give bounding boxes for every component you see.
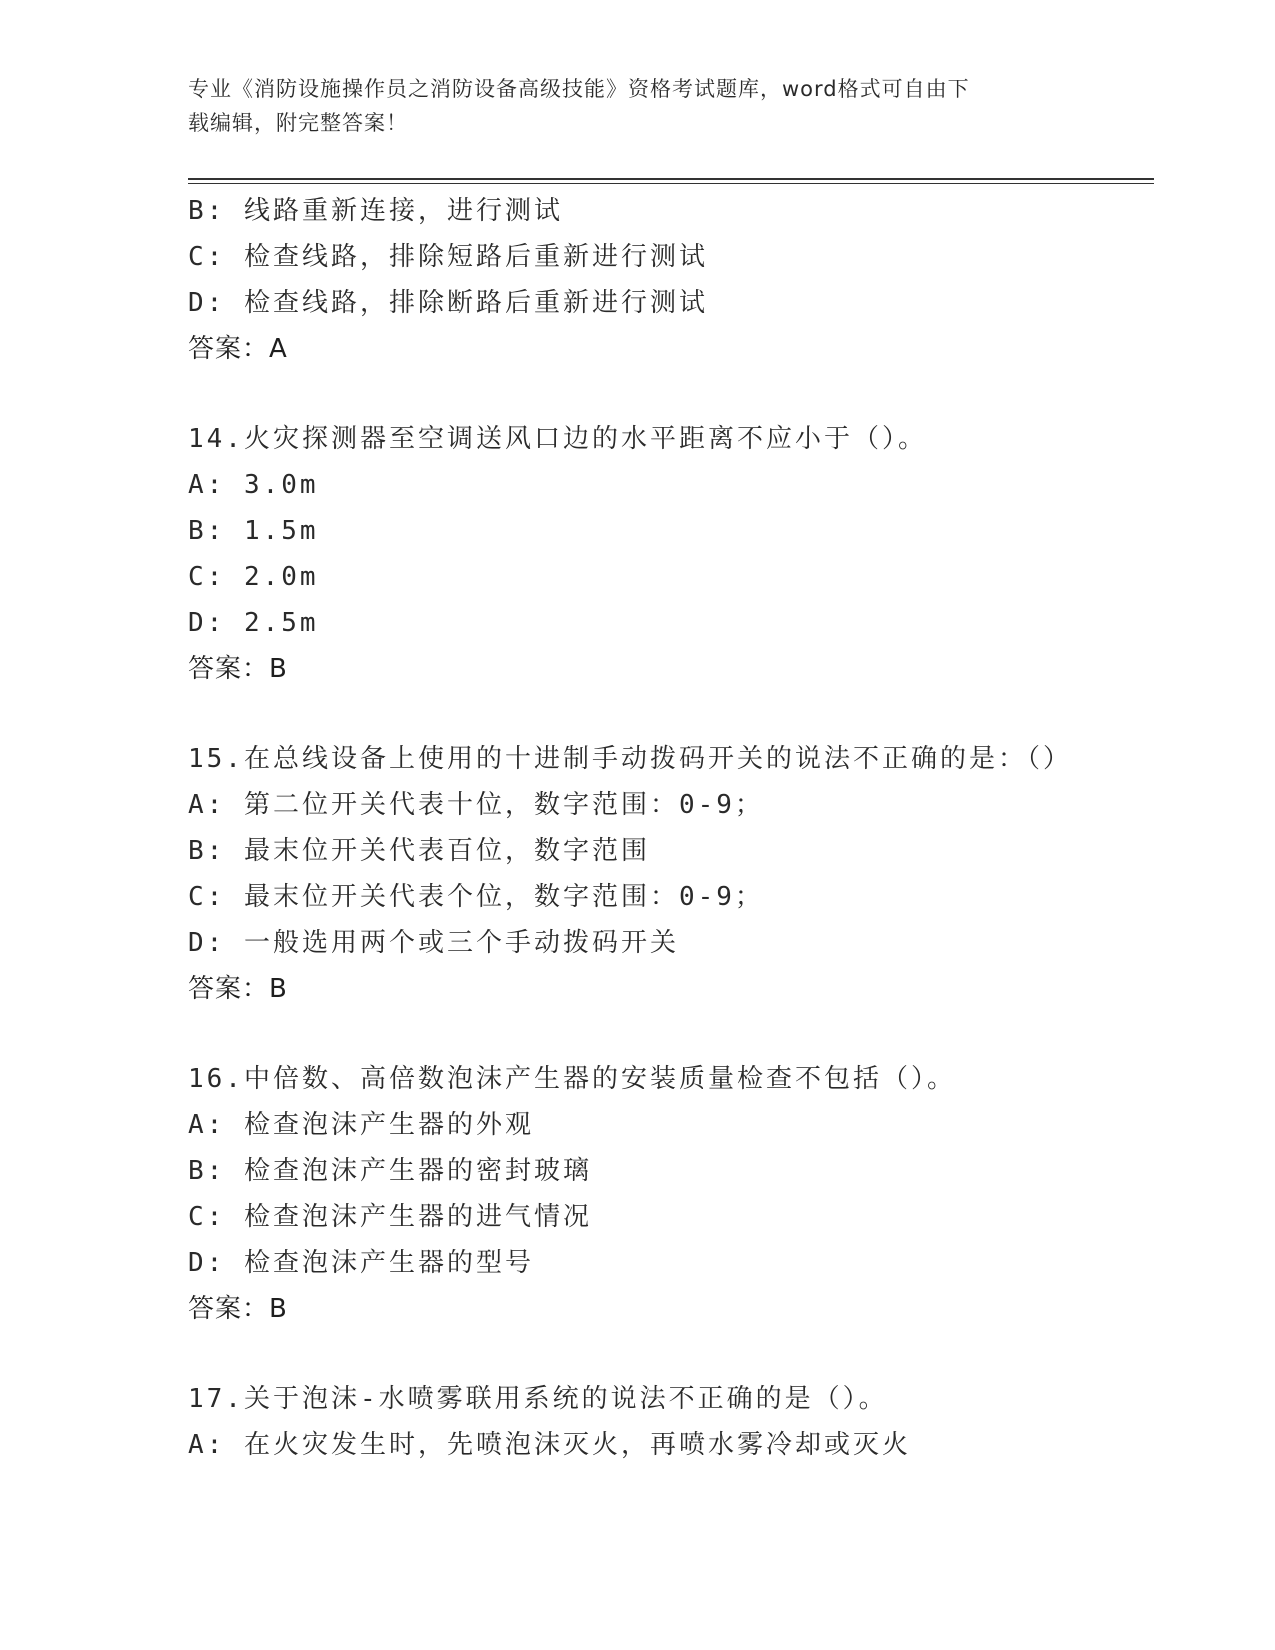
q14-option-d: D: 2.5m [188, 608, 319, 638]
q14-option-c: C: 2.0m [188, 562, 319, 592]
question-15 [188, 736, 1154, 1012]
q16-stem: 16.中倍数、高倍数泡沫产生器的安装质量检查不包括（）。 [188, 1064, 956, 1094]
document-header [188, 72, 1068, 140]
q15-stem: 15.在总线设备上使用的十进制手动拨码开关的说法不正确的是：（） [188, 744, 1072, 774]
q13-answer: 答案：A [188, 334, 288, 364]
q16-answer: 答案：B [188, 1294, 288, 1324]
q13-option-d: D: 检查线路，排除断路后重新进行测试 [188, 288, 708, 318]
question-14 [188, 416, 1154, 692]
header-line-2: 载编辑，附完整答案！ [188, 111, 408, 135]
question-13 [188, 188, 1154, 372]
spacer [188, 1332, 1154, 1376]
header-divider-thin [188, 183, 1154, 184]
q15-option-d: D: 一般选用两个或三个手动拨码开关 [188, 928, 679, 958]
q15-answer: 答案：B [188, 974, 288, 1004]
q17-stem: 17.关于泡沫-水喷雾联用系统的说法不正确的是（）。 [188, 1384, 888, 1414]
q16-option-a: A: 检查泡沫产生器的外观 [188, 1110, 534, 1140]
q13-option-b: B: 线路重新连接，进行测试 [188, 196, 563, 226]
q14-stem: 14.火灾探测器至空调送风口边的水平距离不应小于（）。 [188, 424, 927, 454]
spacer [188, 692, 1154, 736]
q15-option-c: C: 最末位开关代表个位，数字范围：0-9； [188, 882, 764, 912]
header-line-1: 专业《消防设施操作员之消防设备高级技能》资格考试题库，word格式可自由下 [188, 77, 970, 101]
spacer [188, 372, 1154, 416]
question-list [188, 188, 1154, 1468]
spacer [188, 1012, 1154, 1056]
q14-answer: 答案：B [188, 654, 288, 684]
question-17 [188, 1376, 1154, 1468]
q16-option-d: D: 检查泡沫产生器的型号 [188, 1248, 534, 1278]
question-16 [188, 1056, 1154, 1332]
q16-option-c: C: 检查泡沫产生器的进气情况 [188, 1202, 592, 1232]
q14-option-a: A: 3.0m [188, 470, 319, 500]
q13-option-c: C: 检查线路，排除短路后重新进行测试 [188, 242, 708, 272]
q16-option-b: B: 检查泡沫产生器的密封玻璃 [188, 1156, 592, 1186]
q14-option-b: B: 1.5m [188, 516, 319, 546]
q15-option-a: A: 第二位开关代表十位，数字范围：0-9； [188, 790, 764, 820]
header-divider-thick [188, 178, 1154, 180]
q17-option-a: A: 在火灾发生时，先喷泡沫灭火，再喷水雾冷却或灭火 [188, 1430, 911, 1460]
q15-option-b: B: 最末位开关代表百位，数字范围 [188, 836, 650, 866]
